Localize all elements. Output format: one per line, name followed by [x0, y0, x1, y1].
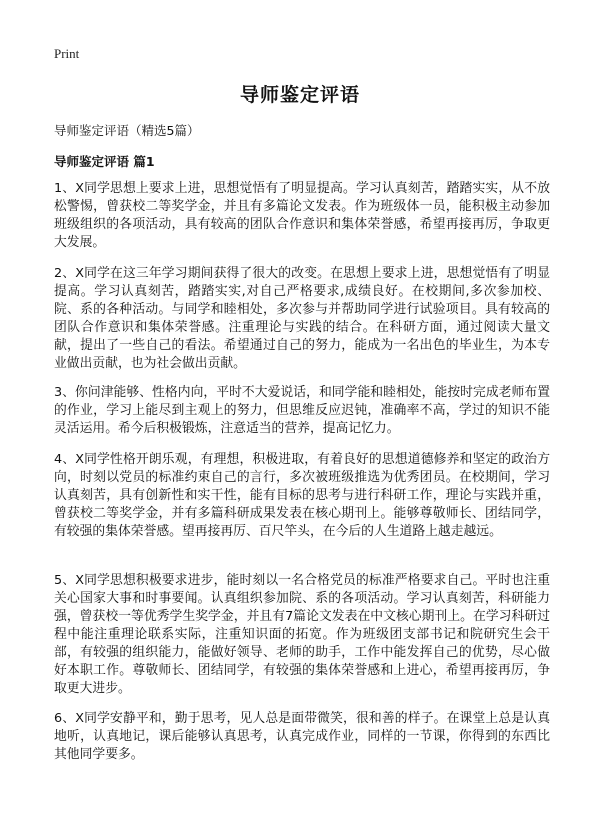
print-label: Print	[54, 46, 80, 61]
document-title: 导师鉴定评语	[239, 84, 360, 106]
paragraph-6: 6、X同学安静平和，勤于思考，见人总是面带微笑，很和善的样子。在课堂上总是认真地听，认真地记，课后能够认真思考，认真完成作业，同样的一节课，你得到的东西比其他同学要多。	[54, 711, 550, 762]
document-subtitle: 导师鉴定评语（精选5篇）	[54, 123, 200, 138]
paragraph-5: 5、X同学思想积极要求进步，能时刻以一名合格党员的标准严格要求自己。平时也注重关心国家大事和时事要闻。认真组织参加院、系的各项活动。学习认真刻苦，科研能力强，曾获校一等优秀学生奖学金，并且有7篇论文发表在中文核心期刊上。在学习科研过程中能注重理论联系实际，注重知识面的拓宽。作为班级团支部书记和院研究生会干部，有较强的组织能力，能做好领导、老师的助手，工作中能发挥自己的优势，尽心做好本职工作。尊敬师长、团结同学，有较强的集体荣誉感和上进心，希望再接再厉，争取更大进步。	[54, 573, 550, 696]
paragraph-4: 4、X同学性格开朗乐观，有理想，积极进取，有着良好的思想道德修养和坚定的政治方向，时刻以党员的标准约束自己的言行，多次被班级推选为优秀团员。在校期间，学习认真刻苦，具有创新性和实干性，能有目标的思考与进行科研工作，理论与实践并重，曾获校二等奖学金，并有多篇科研成果发表在核心期刊上。能够尊敬师长、团结同学，有较强的集体荣誉感。望再接再厉、百尺竿头，在今后的人生道路上越走越远。	[54, 452, 550, 539]
paragraph-2: 2、X同学在这三年学习期间获得了很大的改变。在思想上要求上进，思想觉悟有了明显提高。学习认真刻苦，踏踏实实,对自己严格要求,成绩良好。在校期间,多次参加校、院、系的各种活动。与同学和睦相处，多次参与并帮助同学进行试验项目。具有较高的团队合作意识和集体荣誉感。注重理论与实践的结合。在科研方面，通过阅读大量文献，提出了一些自己的看法。希望通过自己的努力，能成为一名出色的毕业生，为本专业做出贡献，也为社会做出贡献。	[54, 266, 550, 371]
paragraph-1: 1、X同学思想上要求上进，思想觉悟有了明显提高。学习认真刻苦，踏踏实实，从不放松警惕，曾获校二等奖学金，并且有多篇论文发表。作为班级体一员，能积极主动参加班级组织的各项活动，具有较高的团队合作意识和集体荣誉感，希望再接再厉，争取更大发展。	[54, 181, 550, 250]
paragraph-3: 3、你问津能够、性格内向，平时不大爱说话，和同学能和睦相处，能按时完成老师布置的作业，学习上能尽到主观上的努力，但思维反应迟钝，准确率不高，学过的知识不能灵活运用。希今后积极锻炼，注意适当的营养，提高记忆力。	[54, 385, 550, 436]
section-heading: 导师鉴定评语 篇1	[54, 154, 155, 169]
